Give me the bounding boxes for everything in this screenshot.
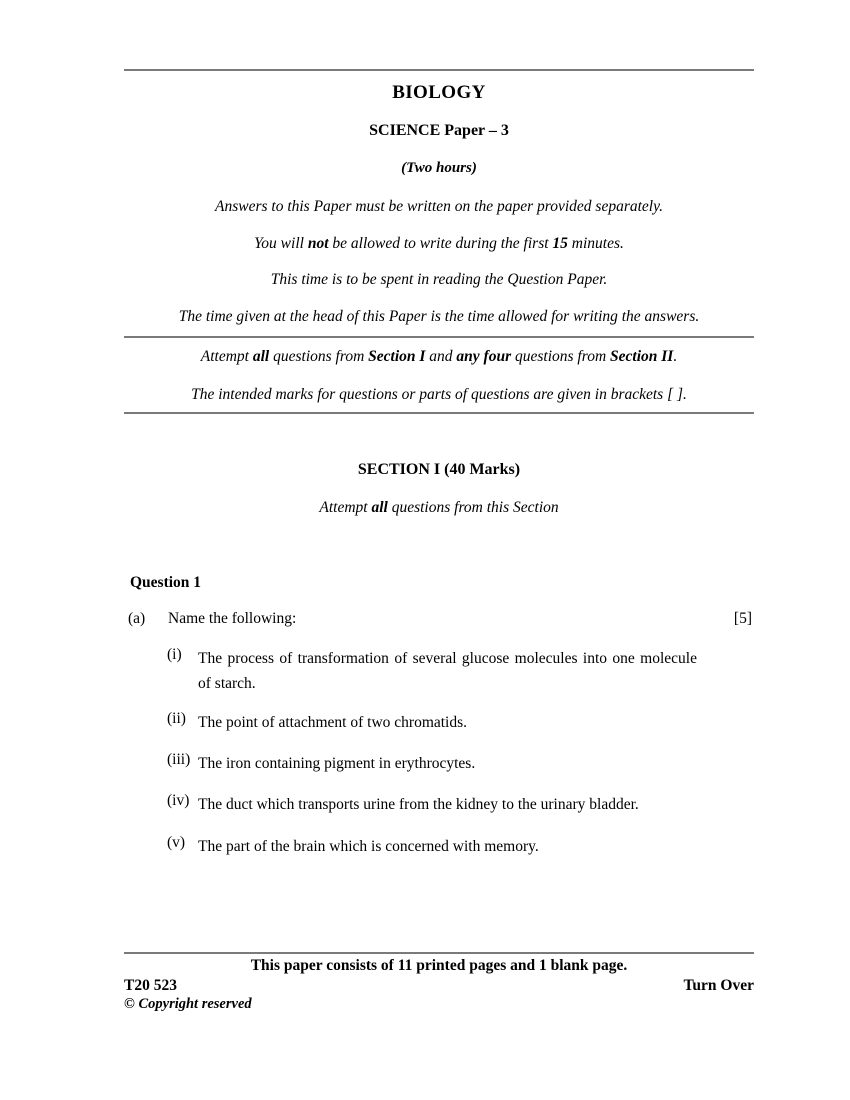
list-item-label: (ii) [167,710,186,728]
question-part-marks: [5] [733,610,752,627]
instruction-line-4: The time given at the head of this Paper is the time allowed for writing the answers. [178,308,700,325]
list-item-text: The iron containing pigment in erythrocytes. [198,755,476,773]
list-item-text: The part of the brain which is concerned with memory. [198,837,539,855]
instruction-line-2-part-c: be allowed to write during the first [328,235,553,252]
question-heading: Question 1 [130,574,202,591]
instruction-emphasis-all: all [252,348,270,365]
page-title: BIOLOGY [392,82,486,103]
instruction-line-5-part-c: questions from [269,348,369,365]
instruction-line-5 [124,348,754,366]
list-item [124,646,754,696]
section-heading: SECTION I (40 Marks) [357,461,521,478]
list-item-label: (iii) [167,751,191,769]
instruction-line-3: This time is to be spent in reading the Question Paper. [270,271,608,288]
paper-subtitle: SCIENCE Paper – 3 [369,122,509,139]
list-item-text: The point of attachment of two chromatids. [198,714,468,732]
list-item-label: (v) [167,833,186,851]
instruction-line-5-part-e: and [425,348,457,365]
header-rule-bottom [124,412,754,414]
instruction-line-5-part-g: questions from [511,348,611,365]
question-part-label: (a) [128,610,146,627]
instruction-emphasis-section-i: Section I [368,348,426,365]
list-item-text: The duct which transports urine from the kidney to the urinary bladder. [198,796,639,814]
section-note-part-a: Attempt [319,499,372,516]
footer-turn-over: Turn Over [683,977,754,994]
instruction-line-5-part-i: . [673,348,678,365]
header-rule-middle [124,336,754,338]
question-subitem-list [124,646,754,875]
instruction-emphasis-section-ii: Section II [610,348,674,365]
list-item-label: (iv) [167,792,190,810]
instruction-emphasis-any-four: any four [456,348,512,365]
instruction-line-6: The intended marks for questions or parts of questions are given in brackets [ ]. [191,386,687,403]
list-item [124,751,754,776]
paper-duration: (Two hours) [401,160,477,176]
list-item-label: (i) [167,646,182,663]
list-item-text: The process of transformation of several glucose molecules into one molecule of starch. [198,650,697,693]
question-part-text: Name the following: [168,610,297,627]
section-note-part-c: questions from this Section [387,499,559,516]
section-note-emphasis-all: all [371,499,388,516]
instruction-line-2 [124,235,754,253]
footer-copyright: © Copyright reserved [124,996,252,1012]
list-item [124,792,754,817]
section-note [124,499,754,517]
instruction-emphasis-not: not [307,235,329,252]
instruction-line-2-part-a: You will [254,235,308,252]
header-rule-top [124,69,754,71]
list-item [124,834,754,859]
instruction-line-5-part-a: Attempt [200,348,253,365]
instruction-line-2-part-e: minutes. [567,235,624,252]
list-item [124,710,754,735]
footer-paper-code: T20 523 [124,977,177,994]
instruction-emphasis-15: 15 [552,235,568,252]
footer-rule [124,952,754,954]
footer-pages-note: This paper consists of 11 printed pages and 1 blank page. [250,957,628,974]
instruction-line-1: Answers to this Paper must be written on the paper provided separately. [214,198,664,215]
